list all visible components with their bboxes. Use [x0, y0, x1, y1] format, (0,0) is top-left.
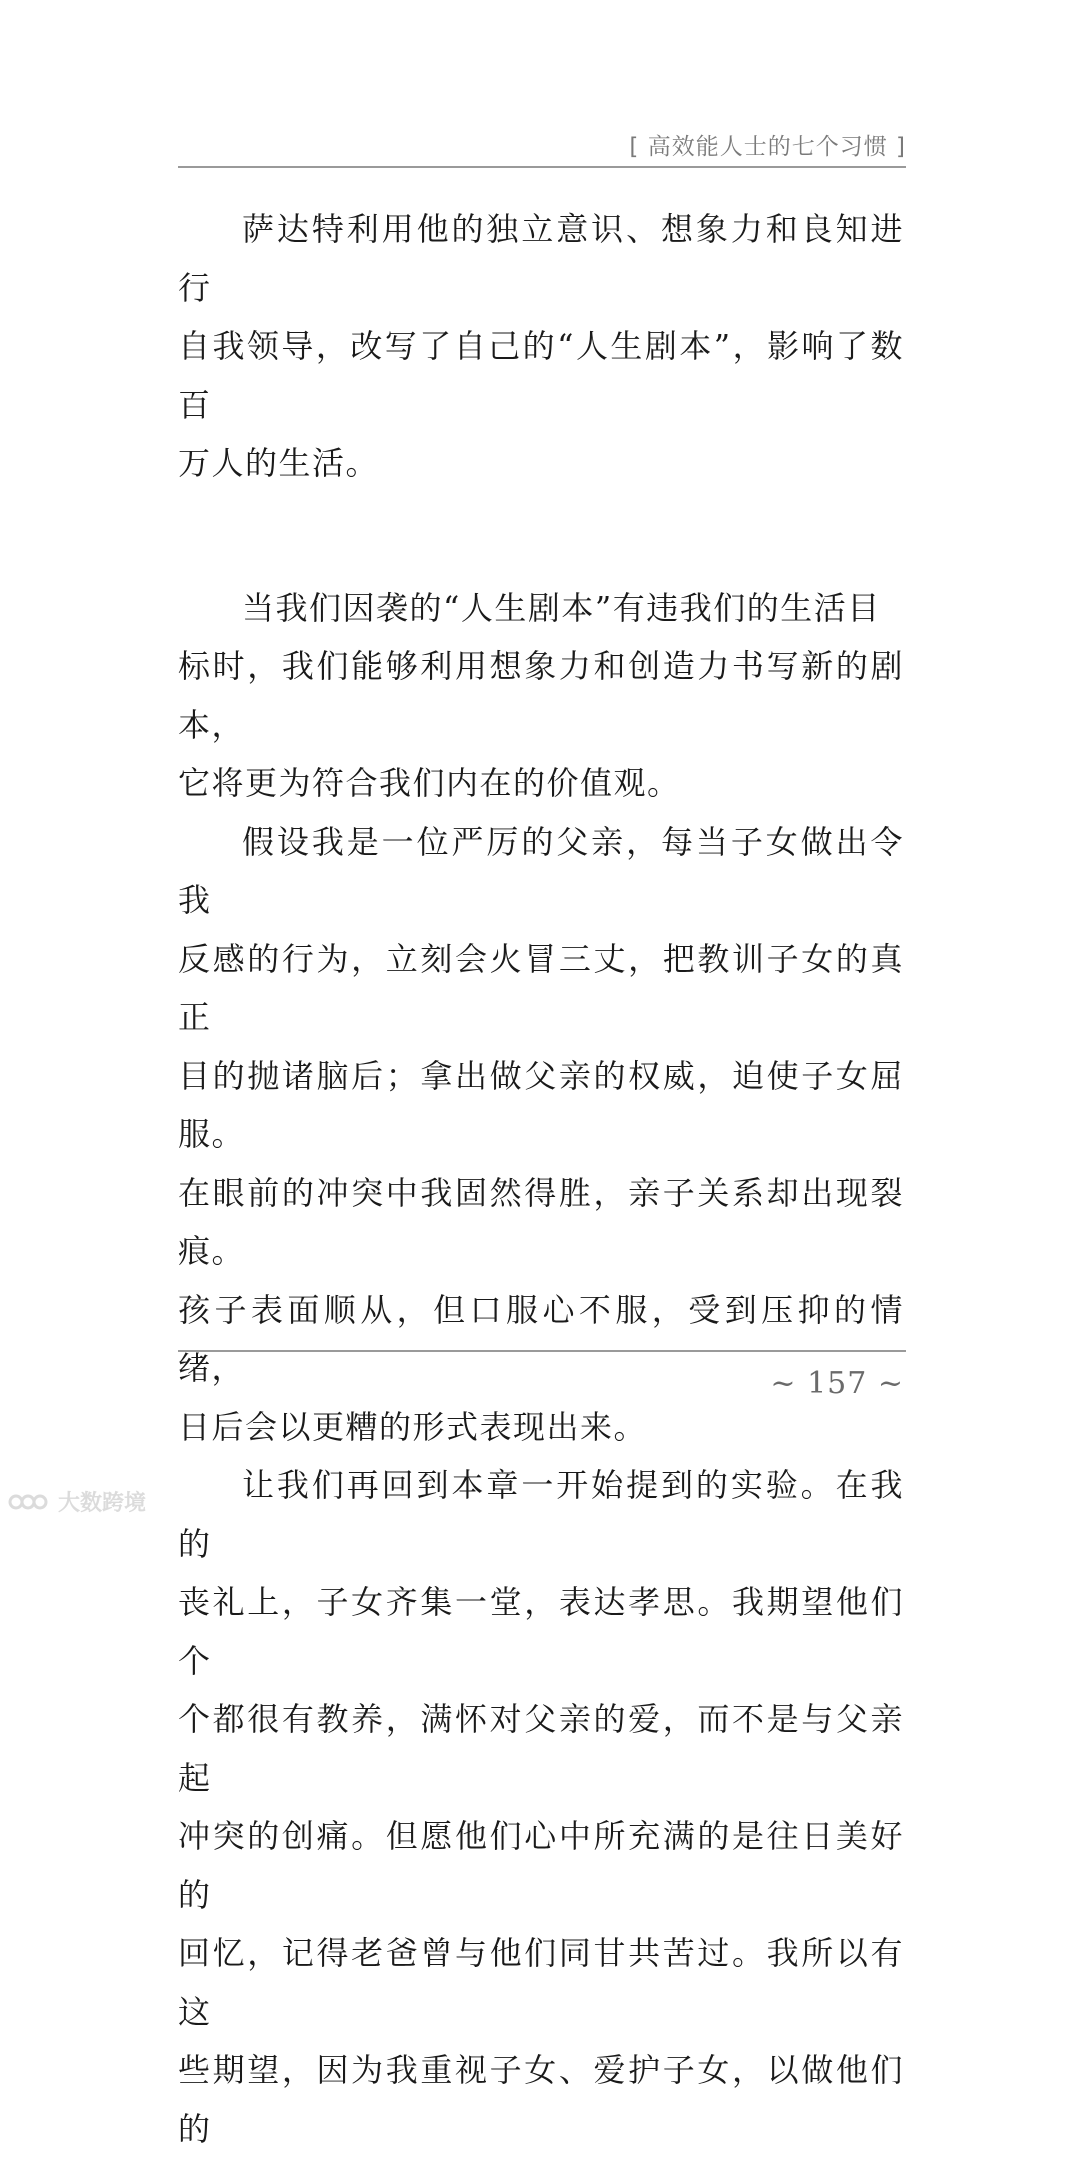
paragraph-1: 萨达特利用他的独立意识、想象力和良知进行 自我领导，改写了自己的“人生剧本”，影响了数百 万人的生活。	[178, 210, 904, 482]
paragraph-2: 当我们因袭的“人生剧本”有违我们的生活目 标时，我们能够利用想象力和创造力书写新的剧本， 它将更为符合我们内在的价值观。	[178, 588, 904, 802]
footer-divider	[178, 1350, 906, 1352]
page-number: ~ 157 ~	[770, 1366, 904, 1401]
watermark-text: 大数跨境	[58, 1491, 147, 1516]
paragraph-4: 让我们再回到本章一开始提到的实验。在我的 丧礼上，子女齐集一堂，表达孝思。我期望他们个 个都很有教养，满怀对父亲的爱，而不是与父亲起 冲突的创痛。但愿他们心中所充满的是往日美好的 回忆，记得老爸曾与他们同甘共苦过。我所以有这 些期望，因为我重视子女、爱护子女，以做他们的	[178, 1466, 904, 2148]
body-text	[178, 200, 904, 2158]
watermark	[8, 1486, 146, 1517]
header-divider	[178, 166, 906, 168]
running-header	[178, 118, 906, 168]
header-title: [ 高效能人士的七个习惯 ]	[629, 134, 906, 160]
logo-icon	[8, 1488, 52, 1516]
paragraph-3: 假设我是一位严厉的父亲，每当子女做出令我 反感的行为，立刻会火冒三丈，把教训子女的真正 目的抛诸脑后；拿出做父亲的权威，迫使子女屈服。 在眼前的冲突中我固然得胜，亲子关系却出现裂痕。 孩子表面顺从，但口服心不服，受到压抑的情绪， 日后会以更糟的形式表现出来。	[178, 822, 904, 1446]
